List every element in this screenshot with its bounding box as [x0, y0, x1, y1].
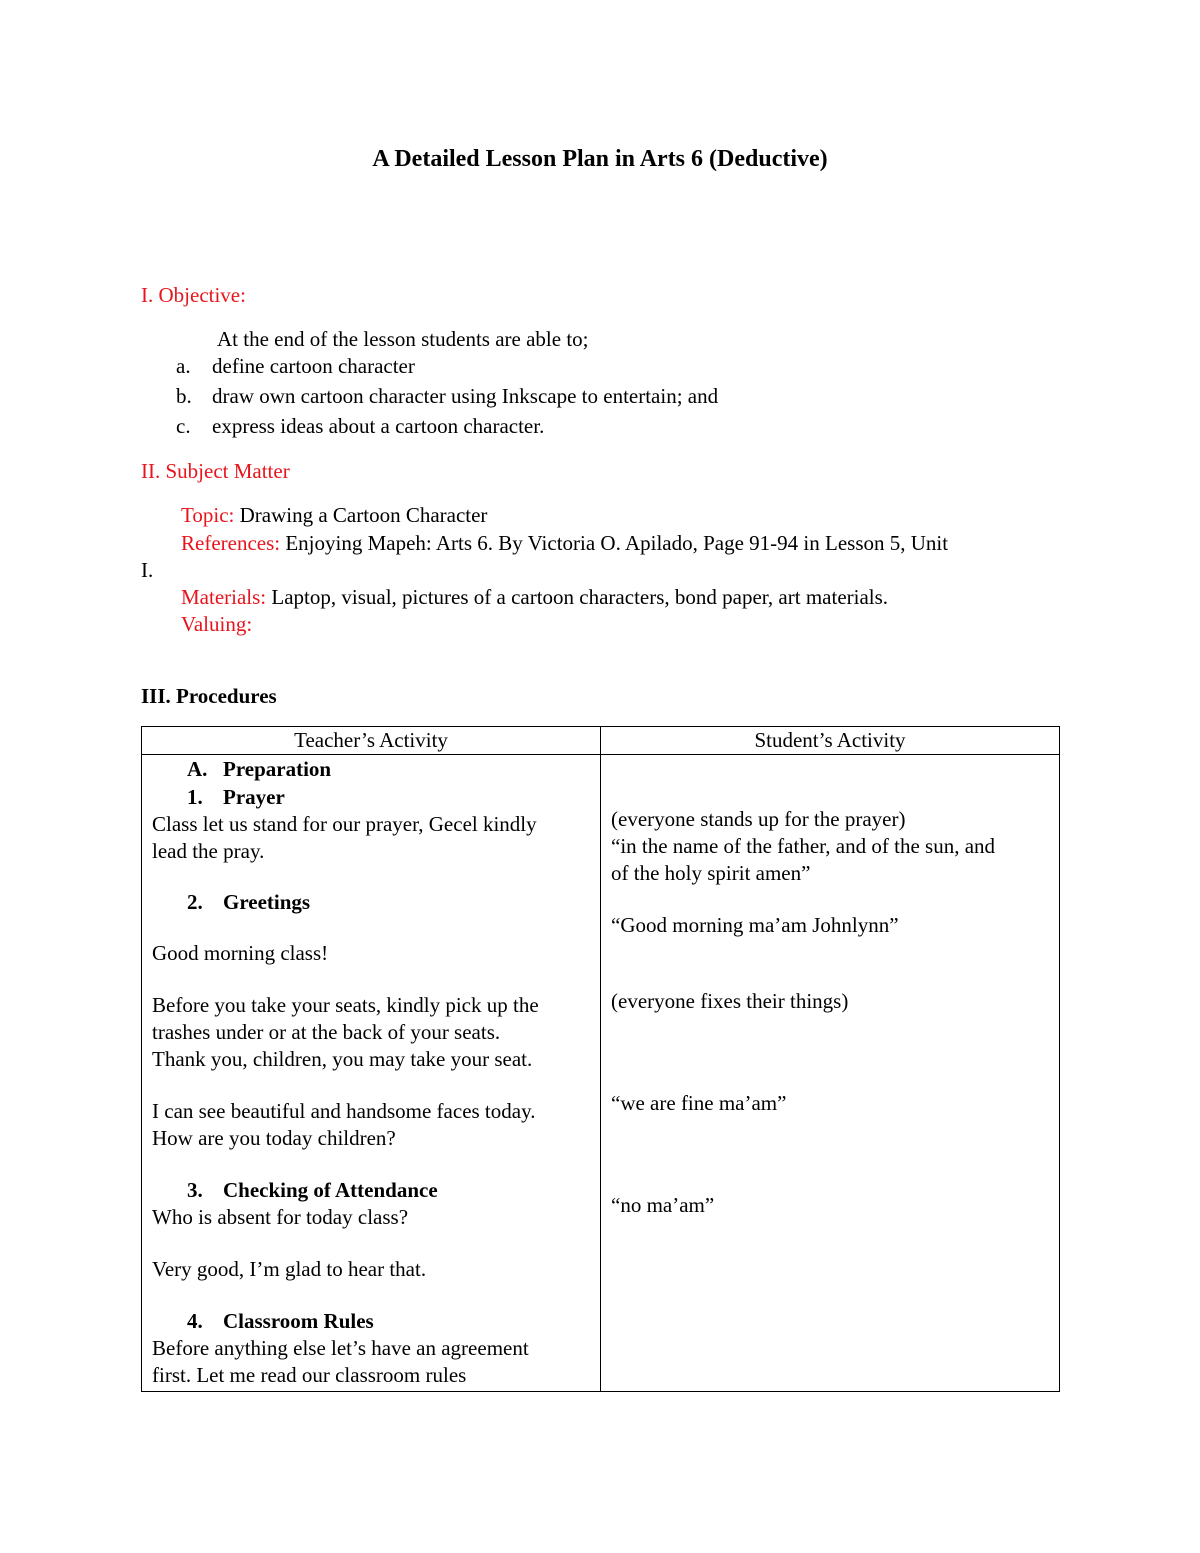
teacher-activity-cell: [142, 755, 601, 1392]
student-greeting: “Good morning ma’am Johnlynn”: [611, 913, 899, 937]
attendance-heading: Checking of Attendance: [223, 1178, 438, 1202]
rules-marker: 4.: [187, 1309, 203, 1333]
objective-item-c: express ideas about a cartoon character.: [212, 414, 545, 438]
student-prayer-line-1: (everyone stands up for the prayer): [611, 807, 906, 831]
teacher-greeting: Good morning class!: [152, 941, 329, 965]
page-title: A Detailed Lesson Plan in Arts 6 (Deductive): [372, 146, 828, 172]
preparation-marker: A.: [187, 757, 208, 781]
objective-item-b-marker: b.: [176, 384, 192, 408]
prayer-heading: Prayer: [223, 785, 285, 809]
student-absent-answer: “no ma’am”: [611, 1193, 715, 1217]
objective-intro: At the end of the lesson students are able to;: [217, 327, 589, 351]
materials-line: [181, 584, 888, 611]
objective-item-a: define cartoon character: [212, 354, 415, 378]
references-continuation: I.: [141, 558, 154, 582]
topic-value: Drawing a Cartoon Character: [239, 503, 488, 527]
materials-value: Laptop, visual, pictures of a cartoon characters, bond paper, art materials.: [271, 585, 889, 609]
procedures-heading: III. Procedures: [141, 684, 277, 708]
column-header-student: Student’s Activity: [601, 727, 1060, 755]
attendance-marker: 3.: [187, 1178, 203, 1202]
teacher-rules-line-1: Before anything else let’s have an agreement: [152, 1336, 529, 1360]
references-value: Enjoying Mapeh: Arts 6. By Victoria O. Apilado, Page 91-94 in Lesson 5, Unit: [285, 531, 949, 555]
references-line: [181, 530, 948, 557]
topic-line: [181, 502, 487, 529]
materials-label: Materials:: [181, 585, 267, 609]
teacher-faces-line-1: I can see beautiful and handsome faces today.: [152, 1099, 536, 1123]
objective-item-a-marker: a.: [176, 354, 191, 378]
student-fine: “we are fine ma’am”: [611, 1091, 787, 1115]
student-fix-things: (everyone fixes their things): [611, 989, 849, 1013]
procedures-table: [141, 726, 1060, 1392]
teacher-prayer-line-2: lead the pray.: [152, 839, 265, 863]
teacher-seats-line-1: Before you take your seats, kindly pick up the: [152, 993, 539, 1017]
teacher-glad: Very good, I’m glad to hear that.: [152, 1257, 427, 1281]
column-header-teacher: Teacher’s Activity: [142, 727, 601, 755]
subject-matter-heading: II. Subject Matter: [141, 459, 290, 483]
objective-heading: I. Objective:: [141, 283, 246, 307]
objective-item-b: draw own cartoon character using Inkscape to entertain; and: [212, 384, 719, 408]
student-activity-cell: [601, 755, 1060, 1392]
valuing-label: Valuing:: [181, 612, 253, 636]
teacher-rules-line-2: first. Let me read our classroom rules: [152, 1363, 467, 1387]
rules-heading: Classroom Rules: [223, 1309, 374, 1333]
greetings-heading: Greetings: [223, 890, 311, 914]
references-label: References:: [181, 531, 281, 555]
topic-label: Topic:: [181, 503, 235, 527]
teacher-seats-line-3: Thank you, children, you may take your seat.: [152, 1047, 533, 1071]
student-prayer-line-3: of the holy spirit amen”: [611, 861, 811, 885]
greetings-marker: 2.: [187, 890, 203, 914]
objective-item-c-marker: c.: [176, 414, 191, 438]
teacher-prayer-line-1: Class let us stand for our prayer, Gecel kindly: [152, 812, 537, 836]
student-prayer-line-2: “in the name of the father, and of the sun, and: [611, 834, 996, 858]
prayer-marker: 1.: [187, 785, 203, 809]
teacher-faces-line-2: How are you today children?: [152, 1126, 396, 1150]
teacher-seats-line-2: trashes under or at the back of your seats.: [152, 1020, 501, 1044]
teacher-absent-question: Who is absent for today class?: [152, 1205, 409, 1229]
preparation-heading: Preparation: [223, 757, 332, 781]
